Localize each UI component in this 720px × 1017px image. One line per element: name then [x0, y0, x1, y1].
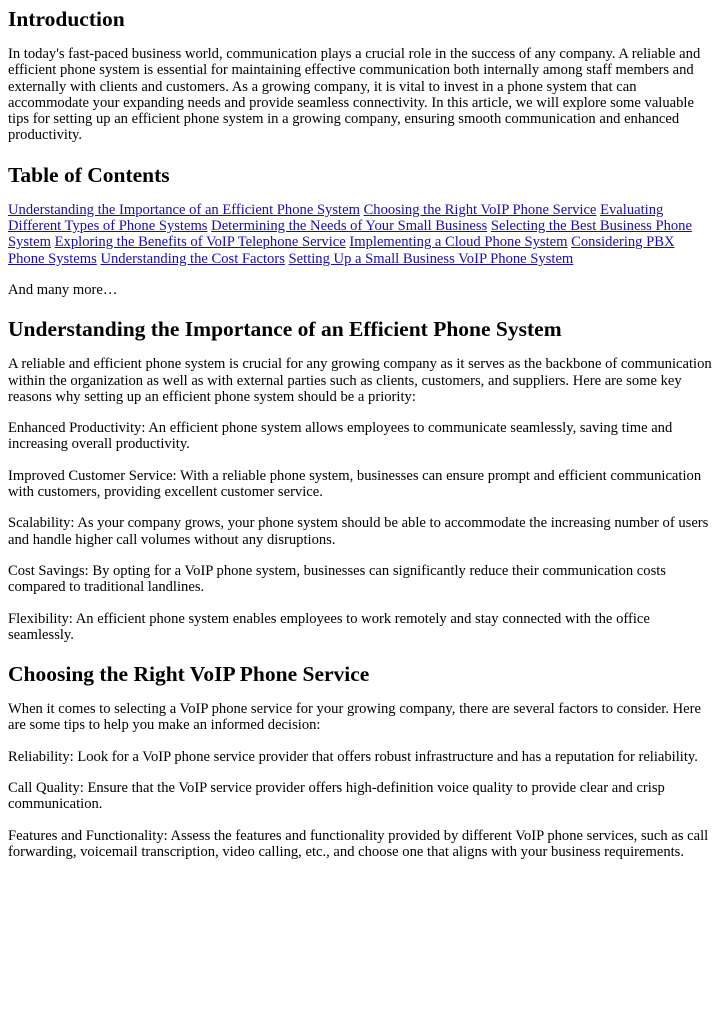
- toc-link-setup[interactable]: Setting Up a Small Business VoIP Phone System: [288, 250, 574, 267]
- section2-heading: Choosing the Right VoIP Phone Service: [8, 662, 370, 687]
- section1-paragraph: Flexibility: An efficient phone system enables employees to work remotely and stay connected with the office seamlessly.: [8, 610, 650, 643]
- section1-paragraph: Scalability: As your company grows, your phone system should be able to accommodate the increasing number of users and handle higher call volumes without any disruptions.: [8, 515, 709, 548]
- toc-more: And many more…: [8, 281, 118, 298]
- toc-link-selecting[interactable]: Selecting the Best Business Phone System: [8, 218, 692, 251]
- section2-paragraph: Reliability: Look for a VoIP phone service provider that offers robust infrastructure and has a reputation for reliability.: [8, 748, 698, 765]
- toc-link-needs[interactable]: Determining the Needs of Your Small Business: [211, 218, 488, 235]
- toc-link-voip-service[interactable]: Choosing the Right VoIP Phone Service: [363, 201, 597, 218]
- section1-paragraph: Enhanced Productivity: An efficient phone system allows employees to communicate seamlessly, saving time and increasing overall productivity.: [8, 420, 673, 453]
- section1-paragraph: Improved Customer Service: With a reliable phone system, businesses can ensure prompt and efficient communication with customers, providing excellent customer service.: [8, 467, 702, 501]
- toc-link-cost[interactable]: Understanding the Cost Factors: [100, 250, 285, 267]
- section1-heading: Understanding the Importance of an Efficient Phone System: [8, 317, 562, 342]
- intro-paragraph: In today's fast-paced business world, communication plays a crucial role in the success of any company. A reliable and efficient phone system is essential for maintaining effective communication both internally among staff members and externally with clients and customers. As a growing company, it is vital to invest in a phone system that can accommodate your expanding needs and provide seamless connectivity. In this article, we will explore some valuable tips for setting up an efficient phone system in a growing company, ensuring smooth communication and enhanced productivity.: [8, 46, 701, 144]
- toc-link-cloud[interactable]: Implementing a Cloud Phone System: [349, 234, 568, 251]
- toc-link-evaluating[interactable]: Evaluating Different Types of Phone Systems: [8, 201, 664, 235]
- section2-paragraph: Features and Functionality: Assess the features and functionality provided by different VoIP phone services, such as call forwarding, voicemail transcription, video calling, etc., and choose one that aligns with your business requirements.: [8, 827, 709, 860]
- toc-links: [8, 202, 712, 267]
- section1-paragraph: Cost Savings: By opting for a VoIP phone system, businesses can significantly reduce their communication costs compared to traditional landlines.: [8, 562, 666, 596]
- section1-paragraph: A reliable and efficient phone system is crucial for any growing company as it serves as the backbone of communication within the organization as well as with external parties such as clients, customers, and suppliers. Here are some key reasons why setting up an efficient phone system should be a priority:: [8, 356, 712, 405]
- toc-link-importance[interactable]: Understanding the Importance of an Efficient Phone System: [8, 201, 360, 218]
- toc-link-pbx[interactable]: Considering PBX Phone Systems: [8, 234, 675, 267]
- section2-paragraph: When it comes to selecting a VoIP phone service for your growing company, there are several factors to consider. Here are some tips to help you make an informed decision:: [8, 701, 701, 734]
- section2-paragraph: Call Quality: Ensure that the VoIP service provider offers high-definition voice quality to provide clear and crisp communication.: [8, 780, 665, 813]
- intro-heading: Introduction: [8, 7, 125, 31]
- toc-heading: Table of Contents: [8, 162, 170, 187]
- toc-link-benefits[interactable]: Exploring the Benefits of VoIP Telephone Service: [54, 234, 346, 251]
